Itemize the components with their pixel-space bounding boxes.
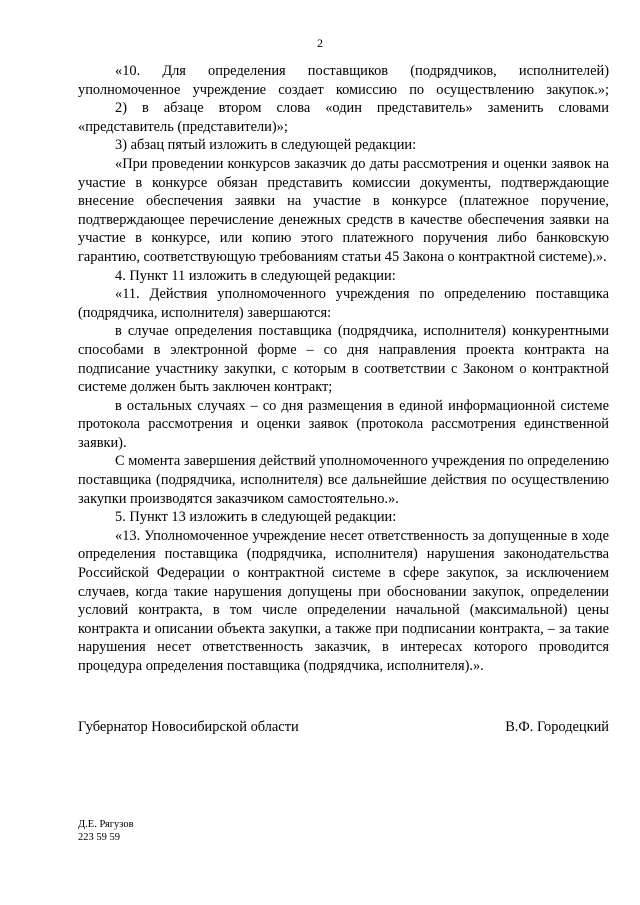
paragraph-clause-10: «10. Для определения поставщиков (подрядчиков, исполнителей) уполномоченное учреждение создает комиссию по осуществлению закупок.»; [78,63,609,98]
document-body [78,62,609,676]
signature-block [78,719,609,736]
page-number: 2 [317,36,323,50]
paragraph-amendment-3: 3) абзац пятый изложить в следующей редакции: [115,137,417,154]
paragraph-item-5: 5. Пункт 13 изложить в следующей редакции: [115,509,397,526]
paragraph-other-cases: в остальных случаях – со дня размещения в единой информационной системе протокола рассмотрения и оценки заявок (протокола рассмотрения единственной заявки). [78,397,609,451]
signatory-name: В.Ф. Городецкий [505,719,609,735]
paragraph-electronic-form: в случае определения поставщика (подрядчика, исполнителя) конкурентными способами в электронной форме – со дня направления проекта контракта на подписание участнику закупки, с которым в соответствии с Законом о контрактной системе должен быть заключен контракт; [78,323,609,396]
executor-phone: 223 59 59 [78,832,120,843]
signatory-position: Губернатор Новосибирской области [78,719,299,735]
executor-block [78,818,134,844]
paragraph-amendment-2: 2) в абзаце втором слова «один представитель» заменить словами «представитель (представители)»; [78,100,609,135]
paragraph-item-4: 4. Пункт 11 изложить в следующей редакции: [115,267,396,284]
paragraph-clause-11: «11. Действия уполномоченного учреждения по определению поставщика (подрядчика, исполнителя) завершаются: [78,286,609,321]
paragraph-tender-security: «При проведении конкурсов заказчик до даты рассмотрения и оценки заявок на участие в конкурсе обязан представить комиссии документы, подтверждающие внесение обеспечения заявки на участие в конкурсе (платежное поручение, подтверждающее перечисление денежных средств в качестве обеспечения заявки на участие в конкурсе, или копию этого платежного поручения либо банковскую гарантию, соответствующую требованиям статьи 45 Закона о контрактной системе).». [78,155,609,265]
paragraph-completion: С момента завершения действий уполномоченного учреждения по определению поставщика (подрядчика, исполнителя) все дальнейшие действия по осуществлению закупки производятся заказчиком самостоятельно.». [78,453,609,507]
paragraph-clause-13: «13. Уполномоченное учреждение несет ответственность за допущенные в ходе определения поставщика (подрядчика, исполнителя) нарушения законодательства Российской Федерации о контрактной системе в сфере закупок, за исключением случаев, когда такие нарушения допущены при обосновании закупок, определении условий контракта, в том числе определении начальной (максимальной) цены контракта и описании объекта закупки, а также при подписании контракта, – за такие нарушения несет ответственность заказчик, в интересах которого проводится процедура определения поставщика (подрядчика, исполнителя).». [78,527,609,674]
executor-name: Д.Е. Рягузов [78,819,134,830]
